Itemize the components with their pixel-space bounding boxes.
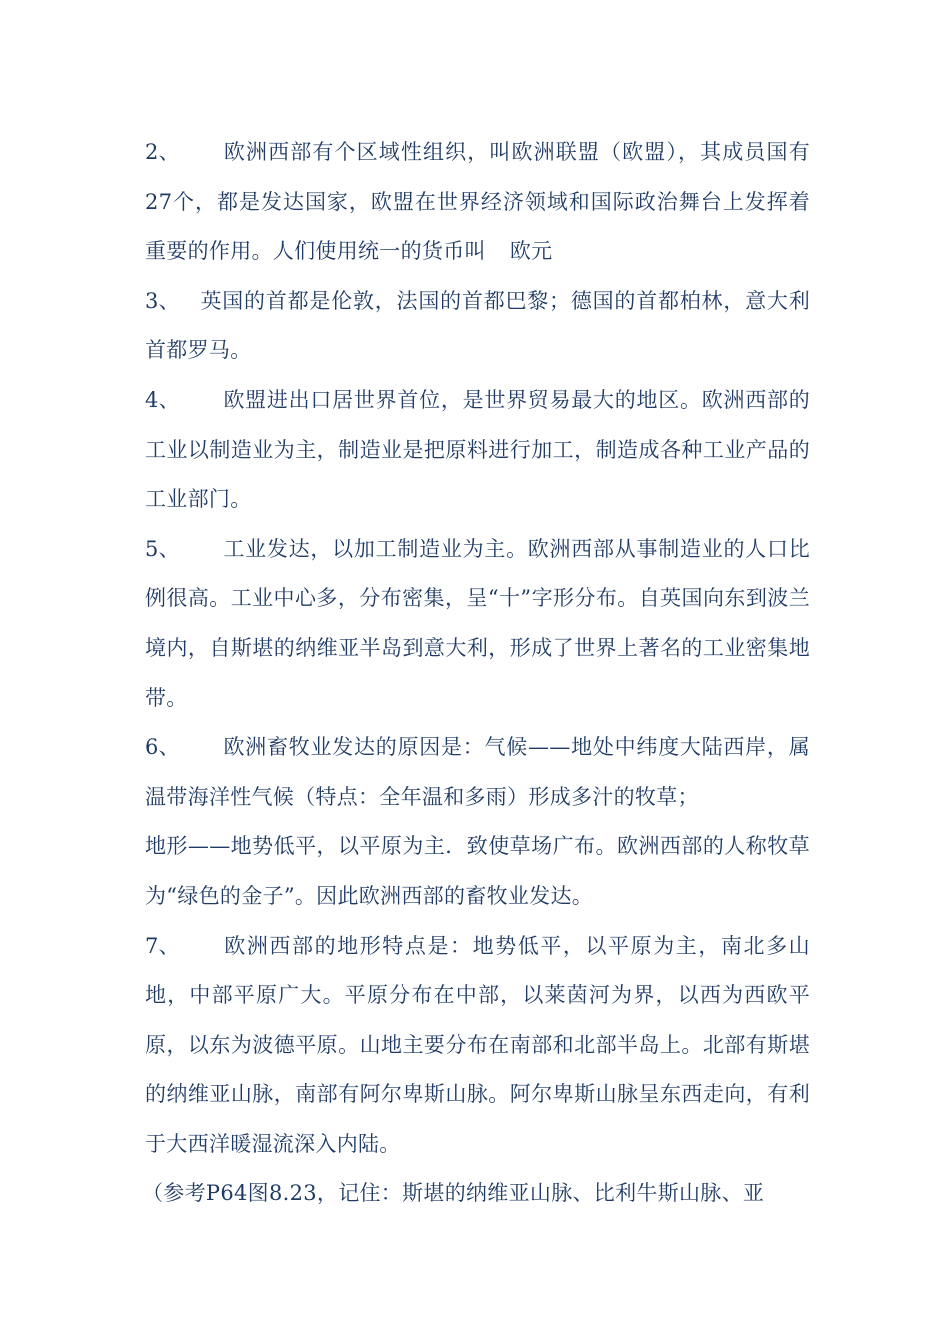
item-number: 3、 — [145, 288, 180, 313]
item-text: 欧洲畜牧业发达的原因是：气候——地处中纬度大陆西岸，属温带海洋性气候（特点：全年温和多雨）形成多汁的牧草； — [145, 735, 810, 809]
item-number: 5、 — [145, 536, 180, 561]
item-text: 工业发达，以加工制造业为主。欧洲西部从事制造业的人口比例很高。工业中心多，分布密集，呈“十”字形分布。自英国向东到波兰境内，自斯堪的纳维亚半岛到意大利，形成了世界上著名的工业密集地带。 — [145, 536, 810, 710]
item-text: 英国的首都是伦敦，法国的首都巴黎；德国的首都柏林，意大利首都罗马。 — [145, 288, 810, 363]
item-text: 地形——地势低平，以平原为主．致使草场广布。欧洲西部的人称牧草为“绿色的金子”。因此欧洲西部的畜牧业发达。 — [145, 834, 810, 908]
item-5 — [145, 525, 810, 723]
item-2 — [145, 128, 810, 277]
item-number: 4、 — [145, 387, 180, 412]
item-text: 欧盟进出口居世界首位，是世界贸易最大的地区。欧洲西部的工业以制造业为主，制造业是把原料进行加工，制造成各种工业产品的工业部门。 — [145, 387, 810, 512]
item-number: 6、 — [145, 735, 180, 760]
item-3 — [145, 277, 810, 376]
item-tail: 欧元 — [509, 239, 553, 264]
item-text: （参考P64图8.23，记住：斯堪的纳维亚山脉、比利牛斯山脉、亚 — [142, 1181, 765, 1206]
item-4 — [145, 376, 810, 525]
item-number: 7、 — [145, 933, 180, 958]
item-6-continued — [145, 822, 810, 921]
document-body — [142, 128, 810, 1219]
reference-note — [142, 1169, 810, 1219]
item-text: 欧洲西部有个区域性组织，叫欧洲联盟（欧盟），其成员国有27个，都是发达国家，欧盟在世界经济领域和国际政治舞台上发挥着重要的作用。人们使用统一的货币叫 — [145, 140, 810, 264]
item-number: 2、 — [145, 140, 180, 164]
item-text: 欧洲西部的地形特点是：地势低平，以平原为主，南北多山地，中部平原广大。平原分布在中部，以莱茵河为界，以西为西欧平原，以东为波德平原。山地主要分布在南部和北部半岛上。北部有斯堪的纳维亚山脉，南部有阿尔卑斯山脉。阿尔卑斯山脉呈东西走向，有利于大西洋暖湿流深入内陆。 — [145, 933, 810, 1156]
item-7 — [145, 922, 810, 1170]
item-6 — [145, 723, 810, 822]
